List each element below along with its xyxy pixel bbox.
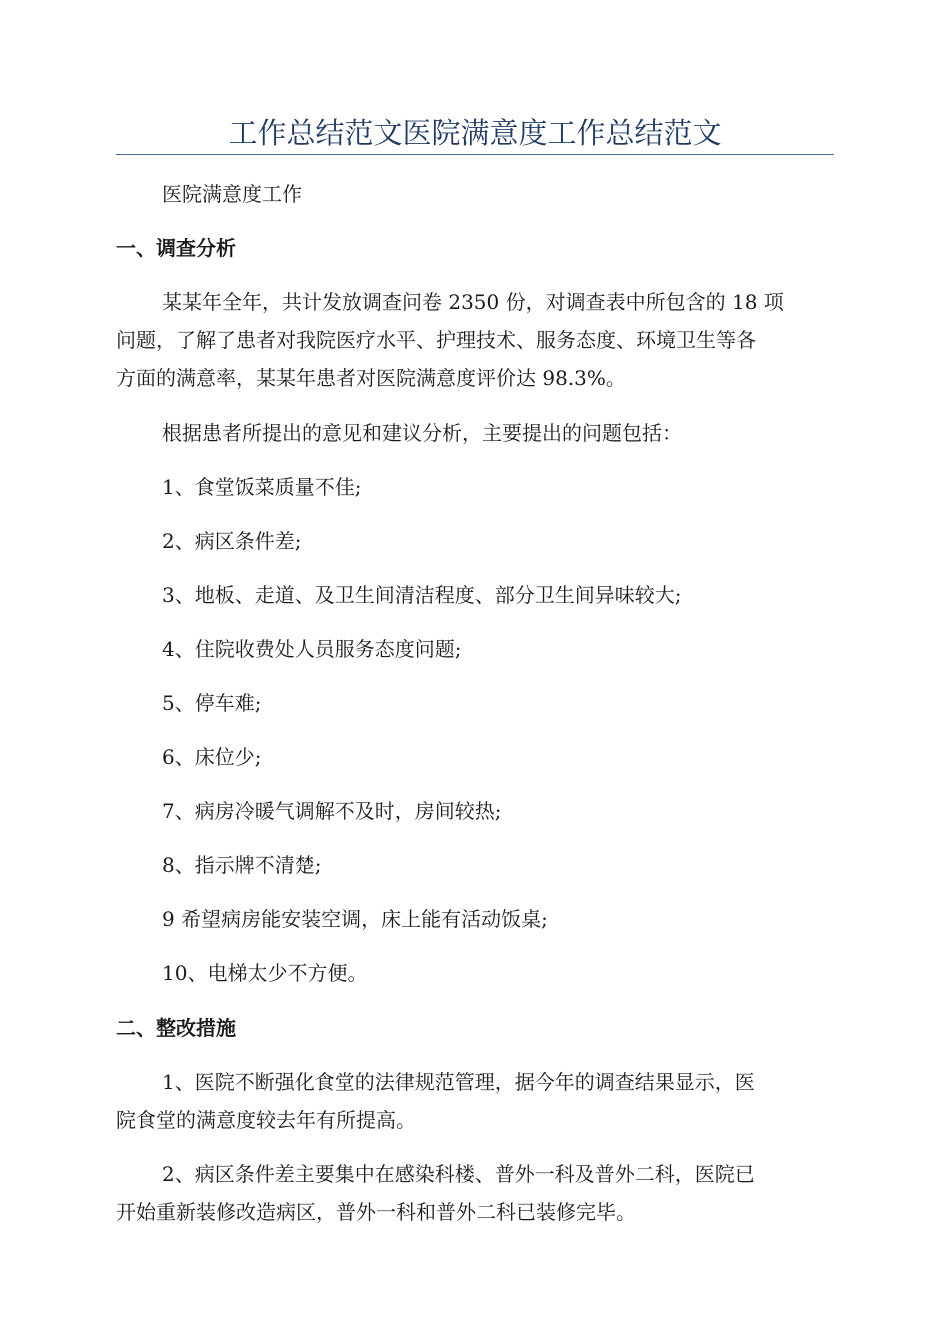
list-item: 8、指示牌不清楚; — [162, 853, 322, 877]
section2-para1-line1: 1、医院不断强化食堂的法律规范管理，据今年的调查结果显示，医 — [162, 1070, 755, 1094]
section1-para2: 根据患者所提出的意见和建议分析，主要提出的问题包括： — [162, 421, 682, 445]
section2-heading: 二、整改措施 — [116, 1016, 236, 1040]
list-item: 2、病区条件差; — [162, 529, 302, 553]
list-item: 1、食堂饭菜质量不佳; — [162, 475, 362, 499]
section2-para1-line2: 院食堂的满意度较去年有所提高。 — [116, 1108, 416, 1132]
document-title: 工作总结范文医院满意度工作总结范文 — [228, 116, 722, 150]
intro-line: 医院满意度工作 — [162, 182, 302, 206]
list-item: 6、床位少; — [162, 745, 262, 769]
list-item: 3、地板、走道、及卫生间清洁程度、部分卫生间异味较大; — [162, 583, 682, 607]
section2-para2-line2: 开始重新装修改造病区，普外一科和普外二科已装修完毕。 — [116, 1200, 636, 1224]
list-item: 9 希望病房能安装空调，床上能有活动饭桌; — [162, 907, 548, 931]
list-item: 5、停车难; — [162, 691, 262, 715]
list-item: 7、病房冷暖气调解不及时，房间较热; — [162, 799, 502, 823]
section2-para2-line1: 2、病区条件差主要集中在感染科楼、普外一科及普外二科，医院已 — [162, 1162, 755, 1186]
list-item: 4、住院收费处人员服务态度问题; — [162, 637, 462, 661]
section1-heading: 一、调查分析 — [116, 236, 236, 260]
list-item: 10、电梯太少不方便。 — [162, 961, 368, 985]
section1-para1-line1: 某某年全年，共计发放调查问卷 2350 份，对调查表中所包含的 18 项 — [162, 290, 784, 314]
section1-para1-line2: 问题，了解了患者对我院医疗水平、护理技术、服务态度、环境卫生等各 — [116, 328, 756, 352]
title-underline — [116, 154, 834, 155]
section1-para1-line3: 方面的满意率，某某年患者对医院满意度评价达 98.3%。 — [116, 366, 626, 390]
